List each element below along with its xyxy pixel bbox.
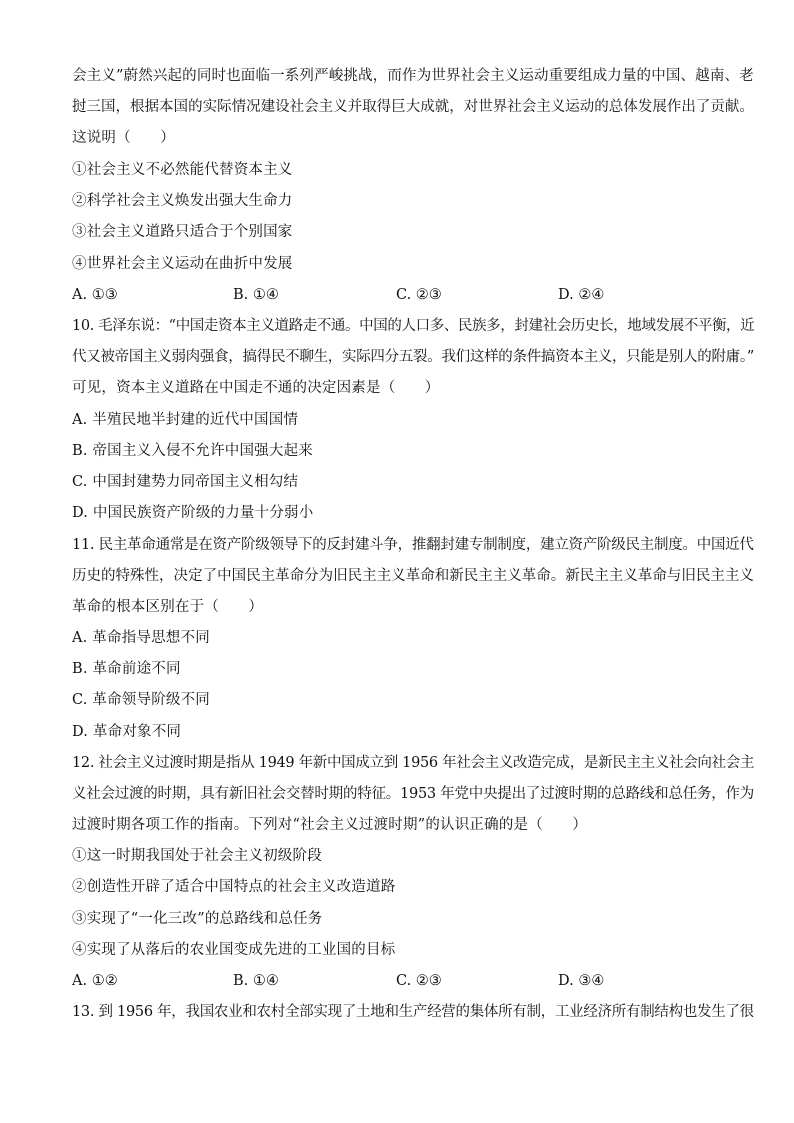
q9-statement-2: ②科学社会主义焕发出强大生命力 (72, 193, 293, 209)
q12-option-b[interactable]: B. ①④ (233, 973, 279, 989)
q9-option-b[interactable]: B. ①④ (233, 287, 279, 303)
q12-statement-1: ①这一时期我国处于社会主义初级阶段 (72, 848, 322, 864)
q11-option-c[interactable]: C. 革命领导阶级不同 (72, 692, 210, 708)
q13-stem-line-1: 13. 到 1956 年，我国农业和农村全部实现了土地和生产经营的集体所有制，工业经济所有制结构也发生了很 (72, 1004, 754, 1020)
q9-option-a[interactable]: A. ①③ (72, 287, 118, 303)
q10-option-c[interactable]: C. 中国封建势力同帝国主义相勾结 (72, 474, 299, 490)
q9-statement-3: ③社会主义道路只适合于个别国家 (72, 224, 293, 240)
q12-option-d[interactable]: D. ③④ (558, 973, 605, 989)
q9-stem-line-2: 挝三国，根据本国的实际情况建设社会主义并取得巨大成就，对世界社会主义运动的总体发展作出了贡献。 (72, 99, 754, 115)
q10-option-b[interactable]: B. 帝国主义入侵不允许中国强大起来 (72, 443, 313, 459)
q12-option-c[interactable]: C. ②③ (396, 973, 442, 989)
q12-stem-line-1: 12. 社会主义过渡时期是指从 1949 年新中国成立到 1956 年社会主义改造完成，是新民主主义社会向社会主 (72, 755, 755, 771)
q12-statement-3: ③实现了“一化三改”的总路线和总任务 (72, 911, 323, 927)
q11-option-b[interactable]: B. 革命前途不同 (72, 661, 181, 677)
q11-stem-line-2: 历史的特殊性，决定了中国民主革命分为旧民主主义革命和新民主主义革命。新民主主义革命与旧民主主义 (72, 568, 754, 584)
q10-stem-line-2: 代又被帝国主义弱肉强食，搞得民不聊生，实际四分五裂。我们这样的条件搞资本主义，只能是别人的附庸。” (72, 349, 754, 365)
q12-stem-line-3: 过渡时期各项工作的指南。下列对“社会主义过渡时期”的认识正确的是（ ） (72, 817, 588, 833)
q12-options (72, 971, 732, 991)
q11-option-d[interactable]: D. 革命对象不同 (72, 724, 182, 740)
q11-stem-line-3: 革命的根本区别在于（ ） (72, 599, 264, 615)
q10-stem-line-1: 10. 毛泽东说：“中国走资本主义道路走不通。中国的人口多、民族多，封建社会历史长，地域发展不平衡，近 (72, 318, 755, 334)
q9-option-d[interactable]: D. ②④ (558, 287, 605, 303)
q12-statement-4: ④实现了从落后的农业国变成先进的工业国的目标 (72, 942, 396, 958)
q12-statement-2: ②创造性开辟了适合中国特点的社会主义改造道路 (72, 879, 396, 895)
q11-stem-line-1: 11. 民主革命通常是在资产阶级领导下的反封建斗争，推翻封建专制制度，建立资产阶级民主制度。中国近代 (72, 537, 754, 553)
q9-statement-4: ④世界社会主义运动在曲折中发展 (72, 256, 293, 272)
q12-stem-line-2: 义社会过渡的时期，具有新旧社会交替时期的特征。1953 年党中央提出了过渡时期的总路线和总任务，作为 (72, 786, 755, 802)
q12-option-a[interactable]: A. ①② (72, 973, 118, 989)
q9-stem-line-1: 会主义”蔚然兴起的同时也面临一系列严峻挑战，而作为世界社会主义运动重要组成力量的中国、越南、老 (72, 68, 754, 84)
q10-option-d[interactable]: D. 中国民族资产阶级的力量十分弱小 (72, 505, 314, 521)
q11-option-a[interactable]: A. 革命指导思想不同 (72, 630, 210, 646)
q9-statement-1: ①社会主义不必然能代替资本主义 (72, 162, 293, 178)
q10-stem-line-3: 可见，资本主义道路在中国走不通的决定因素是（ ） (72, 380, 440, 396)
q9-option-c[interactable]: C. ②③ (396, 287, 442, 303)
q9-stem-line-3: 这说明（ ） (72, 130, 175, 146)
q10-option-a[interactable]: A. 半殖民地半封建的近代中国国情 (72, 412, 299, 428)
q9-options (72, 285, 732, 305)
